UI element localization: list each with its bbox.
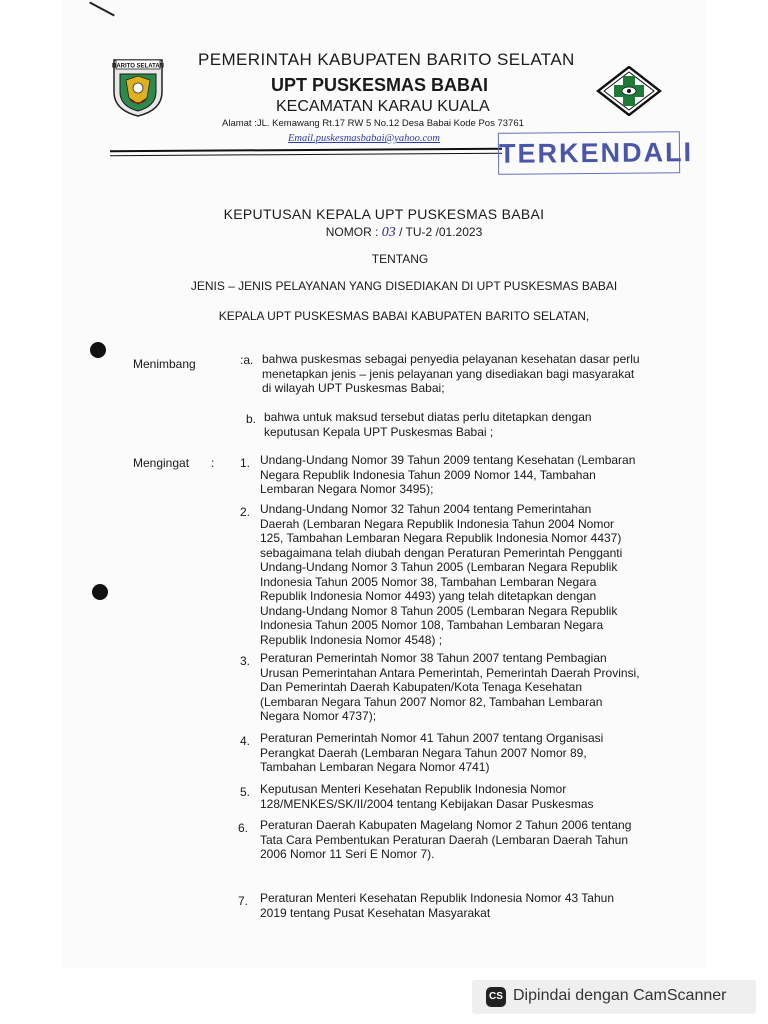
text-line: Dan Pemerintah Daerah Kabupaten/Kota Tenaga Kesehatan: [260, 680, 583, 694]
mengingat-item-7: [260, 891, 676, 920]
header-institution: UPT PUSKESMAS BABAI: [271, 75, 489, 95]
text-line: Lembaran Negara Nomor 3495);: [260, 482, 434, 496]
nomor-prefix: NOMOR :: [325, 225, 379, 239]
menimbang-item-number: b.: [246, 412, 257, 426]
terkendali-stamp: TERKENDALI: [498, 131, 680, 175]
header-address: Alamat :JL. Kemawang Rt.17 RW 5 No.12 Desa Babai Kode Pos 73761: [222, 118, 524, 129]
puskesmas-logo: [596, 66, 662, 116]
menimbang-item-a: [262, 352, 670, 396]
camscanner-text: Dipindai dengan CamScanner: [513, 987, 727, 1004]
decree-subject: JENIS – JENIS PELAYANAN YANG DISEDIAKAN DI UPT PUSKESMAS BABAI: [190, 279, 618, 293]
mengingat-item-number: 1.: [240, 456, 251, 470]
text-line: Peraturan Pemerintah Nomor 38 Tahun 2007 tentang Pembagian: [260, 651, 607, 665]
mengingat-item-2: [260, 502, 672, 647]
text-line: di wilayah UPT Puskesmas Babai;: [262, 381, 445, 395]
text-line: bahwa puskesmas sebagai penyedia pelayanan kesehatan dasar perlu: [262, 352, 640, 366]
text-line: Republik Indonesia Nomor 4548) ;: [260, 632, 443, 647]
text-line: sebagaimana telah diubah dengan Peraturan Pemerintah Pengganti: [260, 545, 623, 560]
mengingat-item-number: 2.: [240, 505, 251, 519]
mengingat-item-1: [260, 453, 672, 497]
punch-hole: [92, 584, 108, 600]
nomor-handwritten: 03: [381, 225, 396, 240]
menimbang-item-number: :a.: [240, 353, 254, 367]
punch-hole: [90, 342, 106, 358]
mengingat-item-3: [260, 651, 674, 724]
decree-official: KEPALA UPT PUSKESMAS BABAI KABUPATEN BARITO SELATAN,: [218, 309, 590, 323]
header-government: PEMERINTAH KABUPATEN BARITO SELATAN: [198, 50, 575, 69]
mengingat-item-number: 5.: [240, 785, 251, 799]
text-line: bahwa untuk maksud tersebut diatas perlu ditetapkan dengan: [264, 410, 592, 424]
camscanner-icon: CS: [486, 987, 506, 1007]
text-line: Negara Nomor 4737);: [260, 709, 377, 723]
barito-selatan-logo: [110, 54, 166, 118]
text-line: Negara Republik Indonesia Tahun 2009 Nomor 144, Tambahan: [260, 467, 596, 482]
mengingat-item-number: 6.: [238, 821, 249, 835]
text-line: Indonesia Tahun 2005 Nomor 108, Tambahan Lembaran Negara: [260, 618, 604, 632]
text-line: Undang-Undang Nomor 8 Tahun 2005 (Lembaran Negara Republik: [260, 603, 618, 618]
menimbang-item-b: [264, 410, 670, 439]
text-line: Indonesia Tahun 2005 Nomor 38, Tambahan Lembaran Negara: [260, 574, 597, 589]
mengingat-item-number: 4.: [240, 734, 251, 748]
text-line: Peraturan Menteri Kesehatan Republik Indonesia Nomor 43 Tahun: [260, 891, 614, 905]
text-line: Republik Indonesia Nomor 4493) yang telah ditetapkan dengan: [260, 589, 597, 603]
text-line: Daerah (Lembaran Negara Republik Indonesia Tahun 2004 Nomor: [260, 516, 614, 531]
text-line: Undang-Undang Nomor 3 Tahun 2005 (Lembaran Negara Republik: [260, 560, 618, 574]
text-line: (Lembaran Negara Tahun 2007 Nomor 82, Tambahan Lembaran: [260, 694, 603, 709]
svg-text:BARITO SELATAN: BARITO SELATAN: [112, 63, 164, 70]
text-line: menetapkan jenis – jenis pelayanan yang disediakan bagi masyarakat: [262, 366, 635, 381]
text-line: Keputusan Menteri Kesehatan Republik Indonesia Nomor: [260, 782, 567, 796]
text-line: Undang-Undang Nomor 39 Tahun 2009 tentang Kesehatan (Lembaran: [260, 453, 636, 467]
text-line: Tata Cara Pembentukan Peraturan Daerah (Lembaran Daerah Tahun: [260, 832, 629, 847]
text-line: 128/MENKES/SK/II/2004 tentang Kebijakan Dasar Puskesmas: [260, 796, 594, 811]
header-district: KECAMATAN KARAU KUALA: [276, 98, 490, 115]
text-line: 125, Tambahan Lembaran Negara Republik Indonesia Nomor 4437): [260, 531, 622, 545]
mengingat-item-number: 3.: [240, 654, 251, 668]
text-line: keputusan Kepala UPT Puskesmas Babai ;: [264, 424, 494, 439]
text-line: Tambahan Lembaran Negara Nomor 4741): [260, 760, 490, 774]
menimbang-label: Menimbang: [133, 357, 196, 371]
mengingat-item-5: [260, 782, 674, 811]
decree-title: KEPUTUSAN KEPALA UPT PUSKESMAS BABAI: [223, 206, 545, 222]
header-email: Email.puskesmasbabai@yahoo.com: [288, 133, 440, 144]
mengingat-item-number: 7.: [238, 894, 249, 908]
text-line: Urusan Pemerintahan Antara Pemerintah, Pemerintah Daerah Provinsi,: [260, 665, 640, 680]
mengingat-colon: :: [211, 456, 215, 470]
decree-number: [0, 225, 768, 241]
mengingat-label: Mengingat: [133, 456, 190, 470]
text-line: Peraturan Daerah Kabupaten Magelang Nomor 2 Tahun 2006 tentang: [260, 818, 632, 832]
text-line: Peraturan Pemerintah Nomor 41 Tahun 2007 tentang Organisasi: [260, 731, 604, 745]
text-line: 2006 Nomor 11 Seri E Nomor 7).: [260, 847, 435, 861]
mengingat-item-6: [260, 818, 676, 862]
mengingat-item-4: [260, 731, 674, 775]
nomor-suffix: / TU-2 /01.2023: [399, 225, 483, 239]
text-line: Undang-Undang Nomor 32 Tahun 2004 tentang Pemerintahan: [260, 502, 592, 516]
text-line: 2019 tentang Pusat Kesehatan Masyarakat: [260, 905, 491, 920]
text-line: Perangkat Daerah (Lembaran Negara Tahun 2007 Nomor 89,: [260, 745, 587, 760]
tentang-heading: TENTANG: [371, 252, 429, 266]
